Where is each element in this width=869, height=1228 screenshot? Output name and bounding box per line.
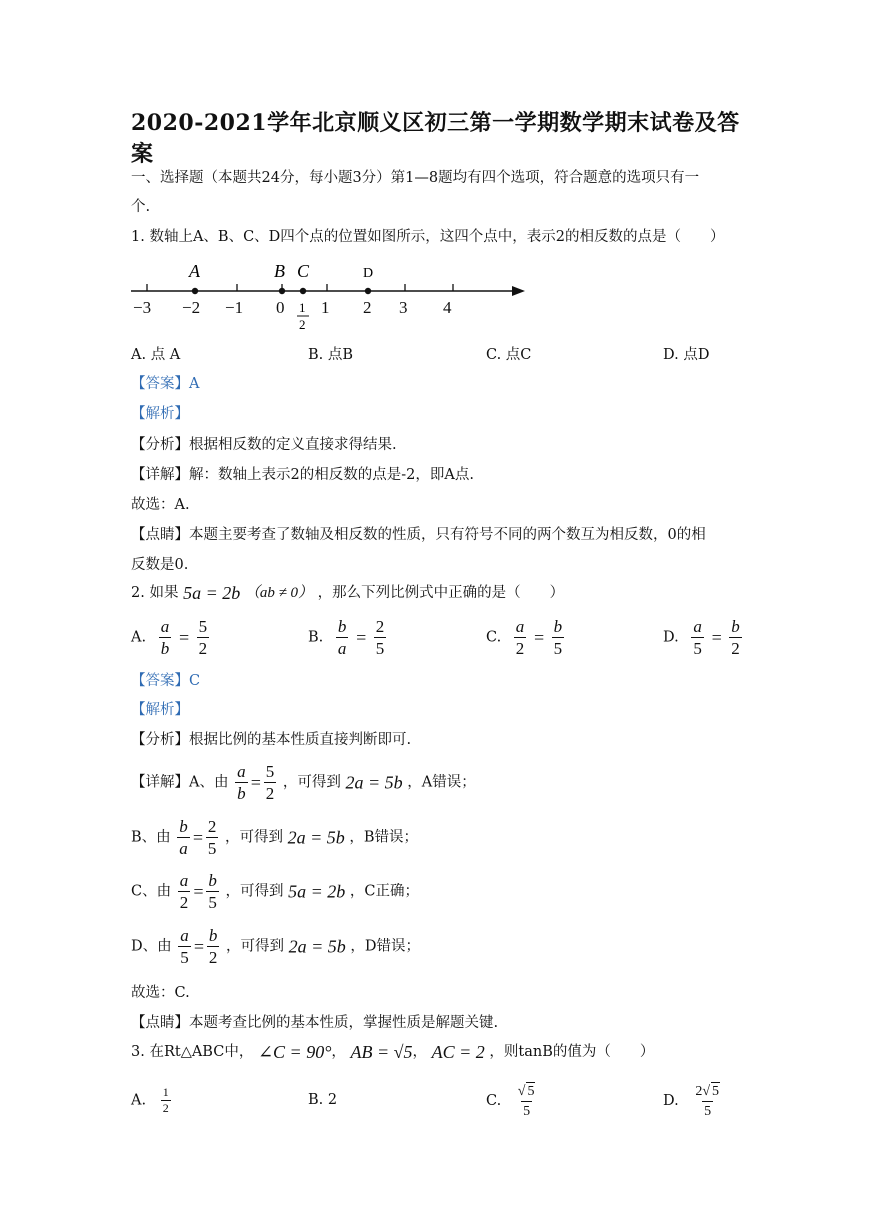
frac-num: 2 [207,817,217,836]
q2-detail-d: D、由 $\frac{a}{5}$ = $\frac{b}{2}$ ，可得到 2a = 5b ，D错误； [131,926,421,967]
detail-prefix: C、由 [131,883,172,900]
frac-den: 2 [179,893,189,912]
detail-prefix: 【详解】A、由 [131,774,229,791]
q2-stem [131,583,564,603]
q2-fenxi: 【分析】根据比例的基本性质直接判断即可. [131,732,412,748]
number-line-figure [125,256,535,336]
detail-result: ，可得到 [282,774,341,791]
q2-option-b-label: B. [308,629,324,646]
q2-answer: 【答案】C [131,673,201,689]
frac-num: b [337,617,347,636]
frac-num: 5 [265,762,275,781]
q3-stem-suffix: ，则tanB的值为（ ） [489,1044,655,1060]
q2-dianjing: 【点睛】本题考查比例的基本性质，掌握性质是解题关键. [131,1015,499,1031]
q2-stem-equation: 5a = 2b [183,583,241,603]
frac-num: a [693,617,702,636]
detail-tail: ，B错误； [349,829,419,846]
q3-option-d: D. $\frac{2√ 5}{5}$ [663,1084,720,1119]
q3-option-d-label: D. [663,1093,679,1109]
q3-condition-angle: ∠C = 90° [257,1042,332,1062]
point-b-label: B [274,261,285,281]
detail-result: ，可得到 [225,829,284,846]
q3-option-c-label: C. [486,1093,502,1109]
frac-den: 5 [521,1101,532,1120]
detail-result: ，可得到 [226,938,285,955]
radicand: 5 [712,1084,720,1099]
q3-condition-ac: AC = 2 [431,1042,485,1062]
tick-label-1: 1 [321,298,330,317]
section-header-cont: 个. [131,199,151,215]
q2-options [0,617,869,661]
q3-option-a-label: A. [131,1092,147,1109]
frac-den: 5 [180,948,189,967]
q1-option-c: C. 点C [486,347,532,363]
frac-num: 1 [162,1085,169,1099]
tick-label-0: 0 [276,298,285,317]
q2-detail-a: 【详解】A、由 $\frac{a}{b}$ = $\frac{5}{2}$ ，可得到 2a = 5b ，A错误； [131,762,476,803]
q2-detail-b: B、由 $\frac{b}{a}$ = $\frac{2}{5}$ ，可得到 2a = 5b ，B错误； [131,817,419,858]
tick-label-2: 2 [363,298,372,317]
detail-tail: ，C正确； [349,883,419,900]
q2-option-a-label: A. [131,629,147,646]
q1-fenxi: 【分析】根据相反数的定义直接求得结果. [131,437,397,453]
frac-num: b [553,617,563,636]
frac-den: a [179,839,188,858]
frac-den: b [237,784,246,803]
q2-option-c-label: C. [486,629,502,646]
document-title-line2: 案 [131,141,154,167]
q1-stem: 1. 数轴上A、B、C、D四个点的位置如图所示，这四个点中，表示2的相反数的点是（ ） [131,229,725,245]
frac-num: b [179,817,188,836]
tick-label-4: 4 [443,298,452,317]
frac-num: 5 [198,617,208,636]
q2-option-c: C. $\frac{a}{2}$ = $\frac{b}{5}$ [486,617,563,658]
tick-label-neg1: −1 [225,298,244,317]
q2-analysis-tag: 【解析】 [131,702,189,718]
point-c-dot [300,288,306,294]
tick-label-half-num: 1 [299,300,306,315]
detail-equation: 2a = 5b [287,827,345,848]
q3-stem-prefix: 3. 在Rt△ABC中， [131,1044,254,1060]
q2-select: 故选：C. [131,985,190,1001]
q2-option-d: D. $\frac{a}{5}$ = $\frac{b}{2}$ [663,617,740,658]
radicand: 5 [527,1084,535,1099]
detail-result: ，可得到 [225,883,284,900]
tick-label-neg2: −2 [182,298,201,317]
q2-stem-prefix: 2. 如果 [131,585,179,601]
detail-prefix: B、由 [131,829,171,846]
q1-option-d: D. 点D [663,347,710,363]
q3-option-c: C. $\frac{√ 5}{5}$ [486,1084,535,1119]
tick-label-neg3: −3 [133,298,152,317]
q1-option-b: B. 点B [308,347,354,363]
frac-num: 2 [375,617,385,636]
q2-stem-condition: （ab ≠ 0） [244,585,314,601]
q1-dianjing-cont: 反数是0. [131,557,189,573]
section-header: 一、选择题（本题共24分，每小题3分）第1—8题均有四个选项，符合题意的选项只有一 [131,170,700,186]
frac-den: 5 [375,639,385,658]
q2-option-d-label: D. [663,629,679,646]
frac-num: a [515,617,525,636]
frac-den: b [160,639,170,658]
q2-stem-suffix: ，那么下列比例式中正确的是（ ） [317,585,565,601]
q2-option-b: B. $\frac{b}{a}$ = $\frac{2}{5}$ [308,617,385,658]
q3-stem: 3. 在Rt△ABC中， ∠C = 90°， AB = √5， AC = 2 ，则tanB的值为（ ） [131,1042,655,1062]
q3-option-a [131,1086,173,1115]
frac-den: 2 [198,639,208,658]
frac-num: a [179,871,189,890]
q1-dianjing: 【点睛】本题主要考查了数轴及相反数的性质，只有符号不同的两个数互为相反数，0的相 [131,527,706,543]
point-d-dot [365,288,371,294]
detail-equation: 5a = 2b [288,881,346,902]
q1-answer: 【答案】A [131,376,200,392]
q3-option-b: B. 2 [308,1092,338,1108]
q3-condition-ab: AB = √5 [350,1042,413,1062]
point-a-dot [192,288,198,294]
point-d-label: D [363,266,374,281]
frac-den: 2 [515,639,525,658]
q2-option-a: A. $\frac{a}{b}$ = $\frac{5}{2}$ [131,617,208,658]
frac-num: b [208,871,217,890]
frac-num: b [731,617,740,636]
frac-den: 5 [207,839,217,858]
frac-den: 2 [731,639,740,658]
tick-label-half-den: 2 [299,317,306,332]
frac-num: b [208,926,218,945]
q1-select: 故选：A. [131,497,190,513]
detail-equation: 2a = 5b [345,772,403,793]
frac-den: 5 [693,639,702,658]
number-line-arrow [512,286,525,296]
q1-xiangjie: 【详解】解：数轴上表示2的相反数的点是-2，即A点. [131,467,474,483]
detail-equation: 2a = 5b [288,936,346,957]
frac-den: 2 [162,1101,169,1115]
frac-den: a [337,639,347,658]
frac-num: a [180,926,189,945]
frac-den: 5 [702,1101,713,1120]
frac-num: a [237,762,246,781]
coefficient: 2 [695,1084,703,1099]
frac-num: a [160,617,170,636]
frac-den: 2 [265,784,275,803]
point-a-label: A [189,261,200,281]
point-c-label: C [297,261,310,281]
q1-analysis-tag: 【解析】 [131,406,189,422]
frac-den: 5 [553,639,563,658]
q2-detail-c: C、由 $\frac{a}{2}$ = $\frac{b}{5}$ ，可得到 5a = 2b ，C正确； [131,871,419,912]
point-b-dot [279,288,285,294]
detail-tail: ，A错误； [407,774,476,791]
q3-options [0,1082,869,1126]
tick-label-3: 3 [399,298,408,317]
frac-den: 5 [208,893,217,912]
q1-option-a: A. 点 A [131,347,181,363]
frac-den: 2 [208,948,218,967]
document-title-line1: 2020-2021学年北京顺义区初三第一学期数学期末试卷及答 [131,110,740,136]
detail-tail: ，D错误； [350,938,421,955]
detail-prefix: D、由 [131,938,172,955]
